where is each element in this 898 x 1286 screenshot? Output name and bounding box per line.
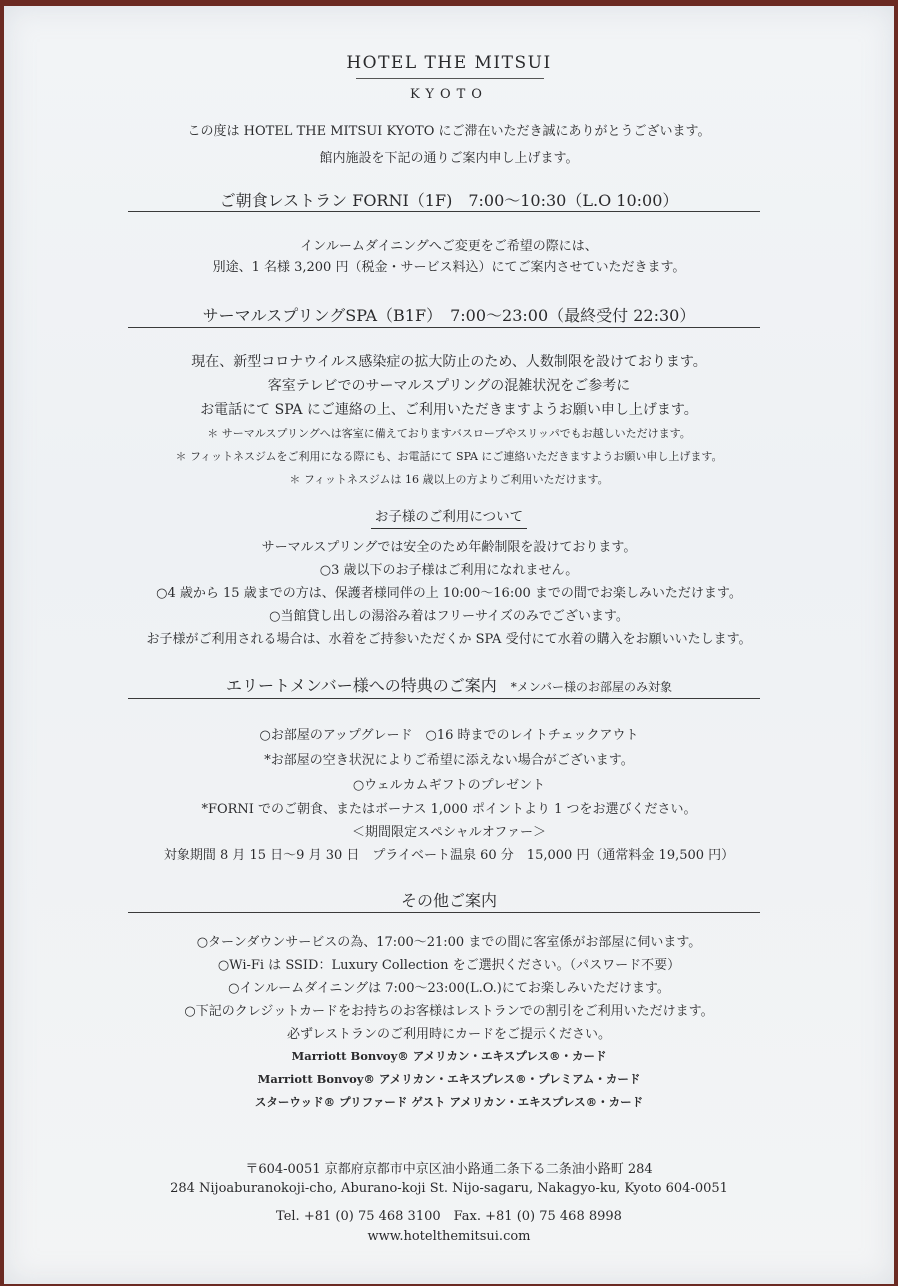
section-divider (128, 912, 760, 913)
spa-heading: サーマルスプリングSPA（B1F） 7:00～23:00（最終受付 22:30） (202, 306, 696, 325)
section-divider (128, 327, 760, 328)
hotel-logo-name: HOTEL THE MITSUI (346, 53, 552, 73)
other-line: ○下記のクレジットカードをお持ちのお客様はレストランでの割引をご利用いただけます。 (184, 1004, 714, 1019)
footer-address-jp: 〒604-0051 京都府京都市中京区油小路通二条下る二条油小路町 284 (245, 1162, 653, 1177)
spa-note: ＊ フィットネスジムをご利用になる際にも、お電話にて SPA にご連絡いただきますようお願い申し上げます。 (175, 450, 723, 463)
children-line: ○4 歳から 15 歳までの方は、保護者様同伴の上 10:00～16:00 までの間でお楽しみいただけます。 (156, 586, 742, 601)
children-line: ○3 歳以下のお子様はご利用になれません。 (319, 563, 579, 578)
children-heading (4, 505, 894, 525)
other-heading: その他ご案内 (400, 891, 497, 910)
spa-line: お電話にて SPA にご連絡の上、ご利用いただきますようお願い申し上げます。 (200, 402, 698, 418)
document-page (4, 6, 894, 1284)
elite-line: *お部屋の空き状況によりご希望に添えない場合がございます。 (264, 753, 634, 768)
children-heading-text: お子様のご利用について (371, 509, 527, 529)
intro-line: 館内施設を下記の通りご案内申し上げます。 (319, 151, 579, 166)
credit-card-item: Marriott Bonvoy® アメリカン・エキスプレス®・プレミアム・カード (257, 1072, 641, 1086)
hotel-logo-city: KYOTO (410, 87, 488, 102)
logo-divider (356, 78, 544, 79)
children-line: サーマルスプリングでは安全のため年齢制限を設けております。 (261, 540, 637, 555)
footer-url: www.hotelthemitsui.com (367, 1229, 531, 1244)
section-divider (128, 698, 760, 699)
credit-card-item: Marriott Bonvoy® アメリカン・エキスプレス®・カード (291, 1049, 607, 1063)
elite-line: ○ウェルカムギフトのプレゼント (352, 778, 546, 793)
children-line: ○当館貸し出しの湯浴み着はフリーサイズのみでございます。 (269, 609, 629, 624)
elite-heading-note: *メンバー様のお部屋のみ対象 (510, 680, 672, 694)
children-line: お子様がご利用される場合は、水着をご持参いただくか SPA 受付にて水着の購入をお願いいたします。 (146, 632, 752, 647)
elite-heading-text: エリートメンバー様への特典のご案内 (226, 676, 497, 695)
credit-card-item: スターウッド® プリファード ゲスト アメリカン・エキスプレス®・カード (254, 1095, 644, 1109)
spa-line: 現在、新型コロナウイルス感染症の拡大防止のため、人数制限を設けております。 (191, 354, 707, 370)
footer-contact: Tel. +81 (0) 75 468 3100 Fax. +81 (0) 75 468 8998 (276, 1209, 622, 1224)
section-divider (128, 211, 760, 212)
breakfast-line: 別途、1 名様 3,200 円（税金・サービス料込）にてご案内させていただきます。 (212, 260, 686, 275)
spa-note: ＊ サーマルスプリングへは客室に備えておりますバスローブやスリッパでもお越しいただけます。 (207, 427, 691, 440)
other-line: ○Wi-Fi は SSID：Luxury Collection をご選択ください。（パスワード不要） (217, 958, 681, 973)
other-line: ○インルームダイニングは 7:00～23:00(L.O.)にてお楽しみいただけます。 (228, 981, 670, 996)
elite-heading (4, 673, 894, 696)
breakfast-line: インルームダイニングへご変更をご希望の際には、 (300, 239, 598, 254)
breakfast-heading: ご朝食レストラン FORNI（1F) 7:00～10:30（L.O 10:00） (219, 191, 679, 210)
spa-note: ＊ フィットネスジムは 16 歳以上の方よりご利用いただけます。 (289, 473, 609, 486)
elite-line: ＜期間限定スペシャルオファー＞ (351, 825, 547, 840)
elite-line: ○お部屋のアップグレード ○16 時までのレイトチェックアウト (259, 728, 639, 743)
footer-address-en: 284 Nijoaburanokoji-cho, Aburano-koji St. Nijo-sagaru, Nakagyo-ku, Kyoto 604-0051 (170, 1181, 728, 1196)
elite-line: 対象期間 8 月 15 日～9 月 30 日 プライベート温泉 60 分 15,000 円（通常料金 19,500 円） (163, 848, 735, 863)
elite-line: *FORNI でのご朝食、またはボーナス 1,000 ポイントより 1 つをお選びください。 (201, 802, 697, 817)
spa-line: 客室テレビでのサーマルスプリングの混雑状況をご参考に (267, 378, 631, 394)
other-line: 必ずレストランのご利用時にカードをご提示ください。 (286, 1027, 612, 1042)
intro-line: この度は HOTEL THE MITSUI KYOTO にご滞在いただき誠にありがとうございます。 (187, 124, 711, 139)
other-line: ○ターンダウンサービスの為、17:00～21:00 までの間に客室係がお部屋に伺います。 (196, 935, 702, 950)
